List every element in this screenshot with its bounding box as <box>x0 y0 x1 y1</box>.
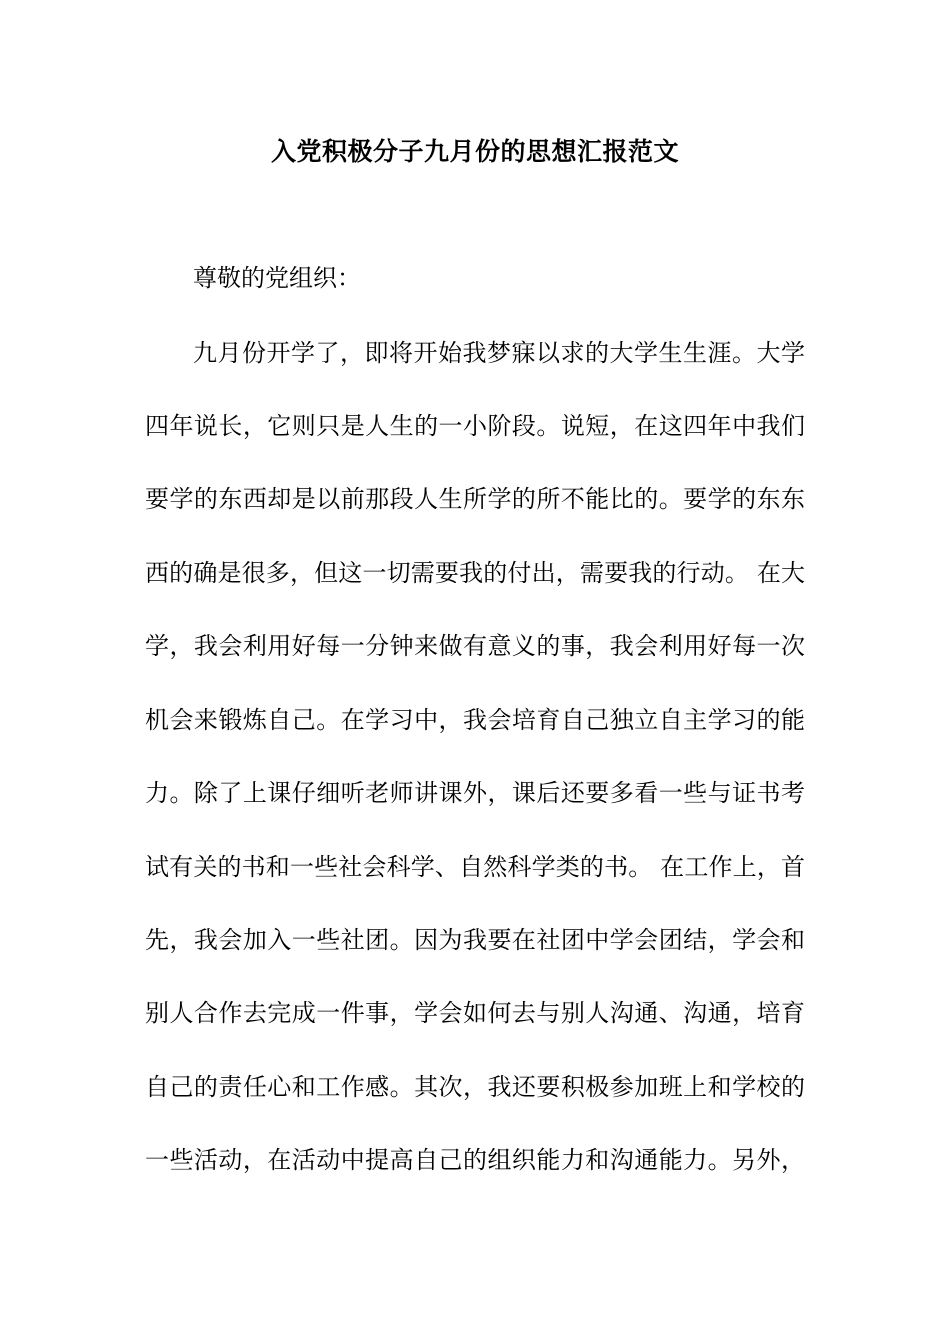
body-line: 试有关的书和一些社会科学、自然科学类的书。 在工作上，首 <box>145 853 805 881</box>
body-line: 西的确是很多，但这一切需要我的付出，需要我的行动。 在大 <box>145 559 805 587</box>
body-line: 机会来锻炼自己。在学习中，我会培育自己独立自主学习的能 <box>145 706 805 734</box>
body-line: 别人合作去完成一件事，学会如何去与别人沟通、沟通，培育 <box>145 999 805 1027</box>
body-line: 九月份开学了，即将开始我梦寐以求的大学生生涯。大学 <box>193 339 805 367</box>
body-line: 一些活动，在活动中提高自己的组织能力和沟通能力。另外， <box>145 1146 805 1174</box>
body-line: 先，我会加入一些社团。因为我要在社团中学会团结，学会和 <box>145 926 805 954</box>
body-line: 四年说长，它则只是人生的一小阶段。说短，在这四年中我们 <box>145 412 805 440</box>
body-line: 学，我会利用好每一分钟来做有意义的事，我会利用好每一次 <box>145 632 805 660</box>
body-line: 力。除了上课仔细听老师讲课外，课后还要多看一些与证书考 <box>145 779 805 807</box>
body-line: 自己的责任心和工作感。其次，我还要积极参加班上和学校的 <box>145 1073 805 1101</box>
body-line: 要学的东西却是以前那段人生所学的所不能比的。要学的东东 <box>145 485 805 513</box>
salutation: 尊敬的党组织： <box>193 264 361 292</box>
document-title: 入党积极分子九月份的思想汇报范文 <box>270 137 679 166</box>
